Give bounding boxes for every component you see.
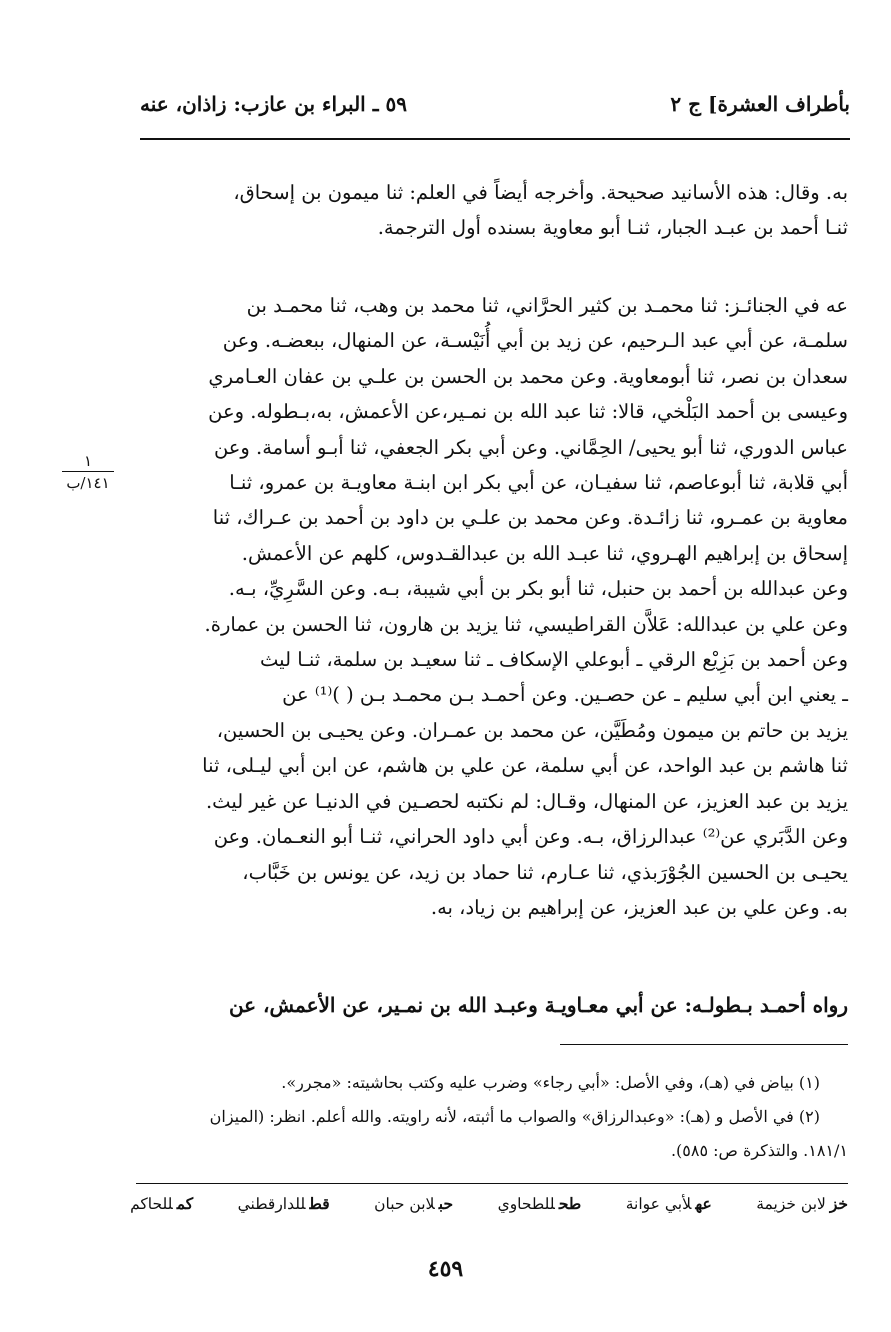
folio-reference: ١٤١/ب [66,474,110,492]
abbreviation-text: لابن خزيمة [756,1195,826,1213]
text-line: يزيد بن حاتم بن ميمون ومُطَيَّن، عن محمد بن عمـران. وعن يحيـى بن الحسين، [216,718,848,742]
abbreviation-text: للحاكم [130,1195,173,1213]
text-line: يحيـى بن الحسين الجُوْرَبذي، ثنا عـارم، ثنا حماد بن زيد، عن يونس بن خَبَّاب، [242,860,848,884]
abbreviation-code: خز [829,1194,848,1213]
text-line: أبي قلابة، ثنا أبوعاصم، ثنا سفيـان، عن أبي بكر ابن ابنـة معاويـة بن عمرو، ثنـا [229,471,848,495]
footnote-rule [560,1044,848,1045]
abbreviation-text: للطحاوي [497,1195,555,1213]
text-line: يزيد بن عبد العزيز، عن المنهال، وقـال: لم نكتبه لحصـين في الدنيـا عن غير ليث. [205,789,848,813]
abbreviation-item [498,1194,582,1224]
text-line: وعن علي بن عبدالله: عَلاَّن القراطيسي، ثنا يزيد بن هارون، ثنا الحسن بن عمارة. [204,612,848,636]
text-line: عباس الدوري، ثنا أبو يحيى/ الحِمَّاني. وعن أبي بكر الجعفي، ثنا أبـو أسامة. وعن [213,435,848,459]
folio-number: ١ [83,452,93,470]
abbreviation-item [130,1194,193,1224]
page-number: ٤٥٩ [427,1256,464,1282]
running-header [140,88,850,128]
footnotes [136,1066,848,1168]
abbreviation-item [374,1194,453,1224]
footnote-1: (١) بياض في (هـ)، وفي الأصل: «أبي رجاء» وضرب عليه وكتب بحاشيته: «مجرر». [281,1073,820,1092]
abbreviation-code: عه [695,1194,712,1213]
abbreviation-code: قط [309,1194,330,1213]
text-line: إسحاق بن إبراهيم الهـروي، ثنا عبـد الله بن عبدالقـدوس، كلهم عن الأعمش. [241,541,848,565]
text-line: به. وقال: هذه الأسانيد صحيحة. وأخرجه أيضاً في العلم: ثنا ميمون بن إسحاق، [233,181,848,204]
header-section-title: ٥٩ ـ البراء بن عازب: زاذان، عنه [140,92,408,116]
abbreviation-item [238,1194,330,1224]
text-line: ثنا هاشم بن عبد الواحد، عن أبي سلمة، عن علي بن هاشم، عن ابن أبي ليـلى، ثنا [202,754,848,778]
abbreviations-rule [136,1183,848,1184]
paragraph-3 [136,988,848,1023]
abbreviation-code: حب [438,1194,454,1213]
paragraph-2 [136,288,848,925]
text-line: رواه أحمـد بـطولـه: عن أبي معـاويـة وعبـد الله بن نمـير، عن الأعمش، عن [228,993,848,1017]
header-book-title: بأطراف العشرة] ج ٢ [670,92,850,116]
text-line: عه في الجنائـز: ثنا محمـد بن كثير الحرَّاني، ثنا محمد بن وهب، ثنا محمـد بن [246,294,848,317]
text-line: ـ يعني ابن أبي سليم ـ عن حصـين. وعن أحمـد بـن محمـد بـن ( )⁽¹⁾ عن [282,683,848,707]
text-line: به. وعن علي بن عبد العزيز، عن إبراهيم بن زياد، به. [430,895,848,919]
text-line: سعدان بن نصر، ثنا أبومعاوية. وعن محمد بن الحسن بن علـي بن عفان العـامري [208,364,848,388]
text-line: وعن أحمد بن بَزِيْع الرقي ـ أبوعلي الإسكاف ـ ثنا سعيـد بن سلمة، ثنـا ليث [260,648,848,672]
text-line: وعن عبدالله بن أحمد بن حنبل، ثنا أبو بكر بن أبي شيبة، بـه. وعن السَّرِيِّ، بـه. [228,577,848,601]
footnote-2-line-1: (٢) في الأصل و (هـ): «وعبدالرزاق» والصواب ما أثبته، لأنه راويته. والله أعلم. انظر: (الميزان [209,1107,820,1126]
manuscript-folio-note [58,452,118,492]
text-line: ثنـا أحمد بن عبـد الجبار، ثنـا أبو معاوية بسنده أول الترجمة. [377,216,848,240]
abbreviation-text: لأبي عوانة [625,1195,692,1213]
abbreviations-legend [130,1194,848,1224]
footnote-2-line-2: ١٨١/١. والتذكرة ص: ٥٨٥). [670,1141,848,1160]
abbreviation-item [626,1194,712,1224]
text-line: وعن الدَّبَري عن⁽²⁾ عبدالرزاق، بـه. وعن أبي داود الحراني، ثنـا أبو النعـمان. وعن [213,825,848,849]
abbreviation-code: كم [176,1194,194,1213]
header-rule [140,138,850,140]
paragraph-1 [136,175,848,246]
abbreviation-text: للدارقطني [237,1195,306,1213]
text-line: سلمـة، عن أبي عبد الـرحيم، عن زيد بن أبي أُنَيْسـة، عن المنهال، ببعضـه. وعن [222,329,848,353]
text-line: وعيسى بن أحمد البَلْخي، قالا: ثنا عبد الله بن نمـير،عن الأعمش، به،بـطوله. وعن [208,400,848,424]
text-line: معاوية بن عمـرو، ثنا زائـدة. وعن محمد بن علـي بن داود بن أحمد بن عـراك، ثنا [212,506,848,530]
abbreviation-item [756,1194,848,1224]
abbreviation-text: لابن حبان [374,1195,435,1213]
abbreviation-code: طح [558,1194,582,1213]
folio-divider [62,471,114,472]
